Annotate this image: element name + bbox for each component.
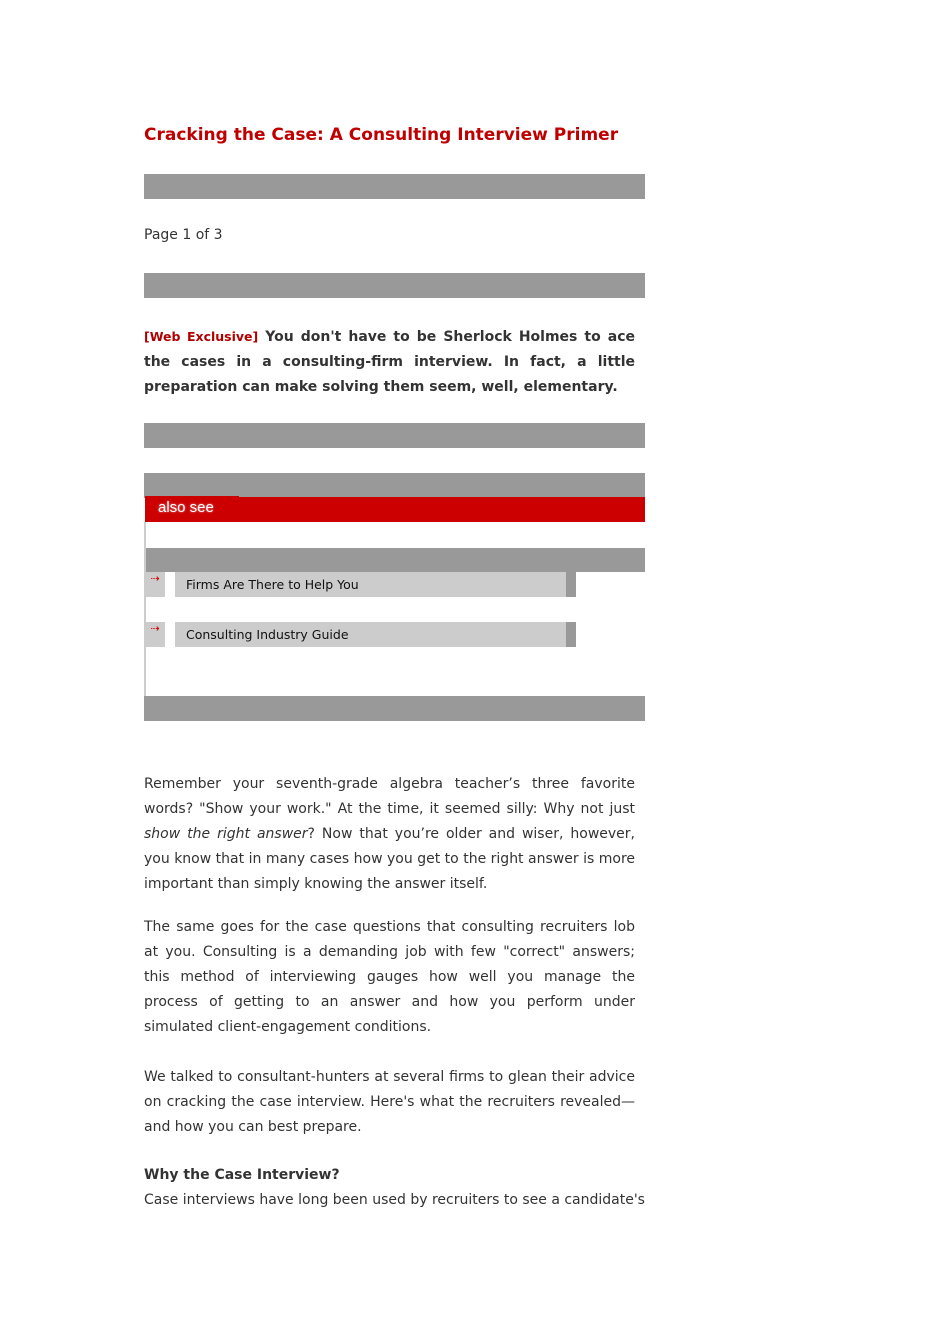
also-see-tab-cap bbox=[145, 496, 239, 498]
body-paragraph: We talked to consultant-hunters at several firms to glean their advice on cracking the case interview. Here's what the recruiters revealed—and how you can best prepare. bbox=[144, 1069, 635, 1135]
arrow-icon: ⇢ bbox=[145, 622, 165, 647]
divider-bar bbox=[144, 273, 645, 298]
body-text-span: ? Now that you’re older and wiser, however, you know that in many cases how you get to the right answer is more important than simply knowing the answer itself. bbox=[144, 826, 635, 892]
also-see-box bbox=[144, 473, 645, 721]
lede-paragraph bbox=[144, 324, 635, 400]
divider-bar bbox=[144, 174, 645, 199]
link-end-cap bbox=[566, 622, 576, 647]
web-exclusive-tag: [Web Exclusive] bbox=[144, 329, 259, 344]
section-paragraph: Case interviews have long been used by recruiters to see a candidate's bbox=[144, 1192, 645, 1208]
lede-text: You don't have to be Sherlock Holmes to ace the cases in a consulting-firm interview. In fact, a little preparation can make solving them seem, well, elementary. bbox=[144, 329, 635, 395]
divider-bar bbox=[144, 423, 645, 448]
also-see-header bbox=[145, 497, 645, 522]
also-see-top-bar bbox=[144, 473, 645, 498]
also-see-sub-bar bbox=[146, 548, 645, 572]
page-indicator: Page 1 of 3 bbox=[144, 227, 223, 243]
arrow-icon: ⇢ bbox=[145, 572, 165, 597]
also-see-label: also see bbox=[158, 499, 214, 516]
also-see-link-label[interactable]: Firms Are There to Help You bbox=[175, 572, 566, 597]
body-paragraph bbox=[144, 772, 635, 897]
also-see-link-guide[interactable] bbox=[145, 622, 577, 647]
body-text-span: Remember your seventh-grade algebra teacher’s three favorite words? "Show your work." At the time, it seemed silly: Why not just bbox=[144, 776, 635, 817]
also-see-link-firms[interactable] bbox=[145, 572, 577, 597]
body-paragraph: The same goes for the case questions that consulting recruiters lob at you. Consulting is a demanding job with few "correct" answers; this method of interviewing gauges how well you manage the process of getting to an answer and how you perform under simulated client-engagement conditions. bbox=[144, 919, 635, 1035]
also-see-bottom-bar bbox=[144, 696, 645, 721]
section-heading: Why the Case Interview? bbox=[144, 1167, 340, 1183]
emphasis-text: show the right answer bbox=[144, 826, 308, 842]
page-title: Cracking the Case: A Consulting Interview Primer bbox=[144, 125, 619, 145]
link-end-cap bbox=[566, 572, 576, 597]
also-see-link-label[interactable]: Consulting Industry Guide bbox=[175, 622, 566, 647]
